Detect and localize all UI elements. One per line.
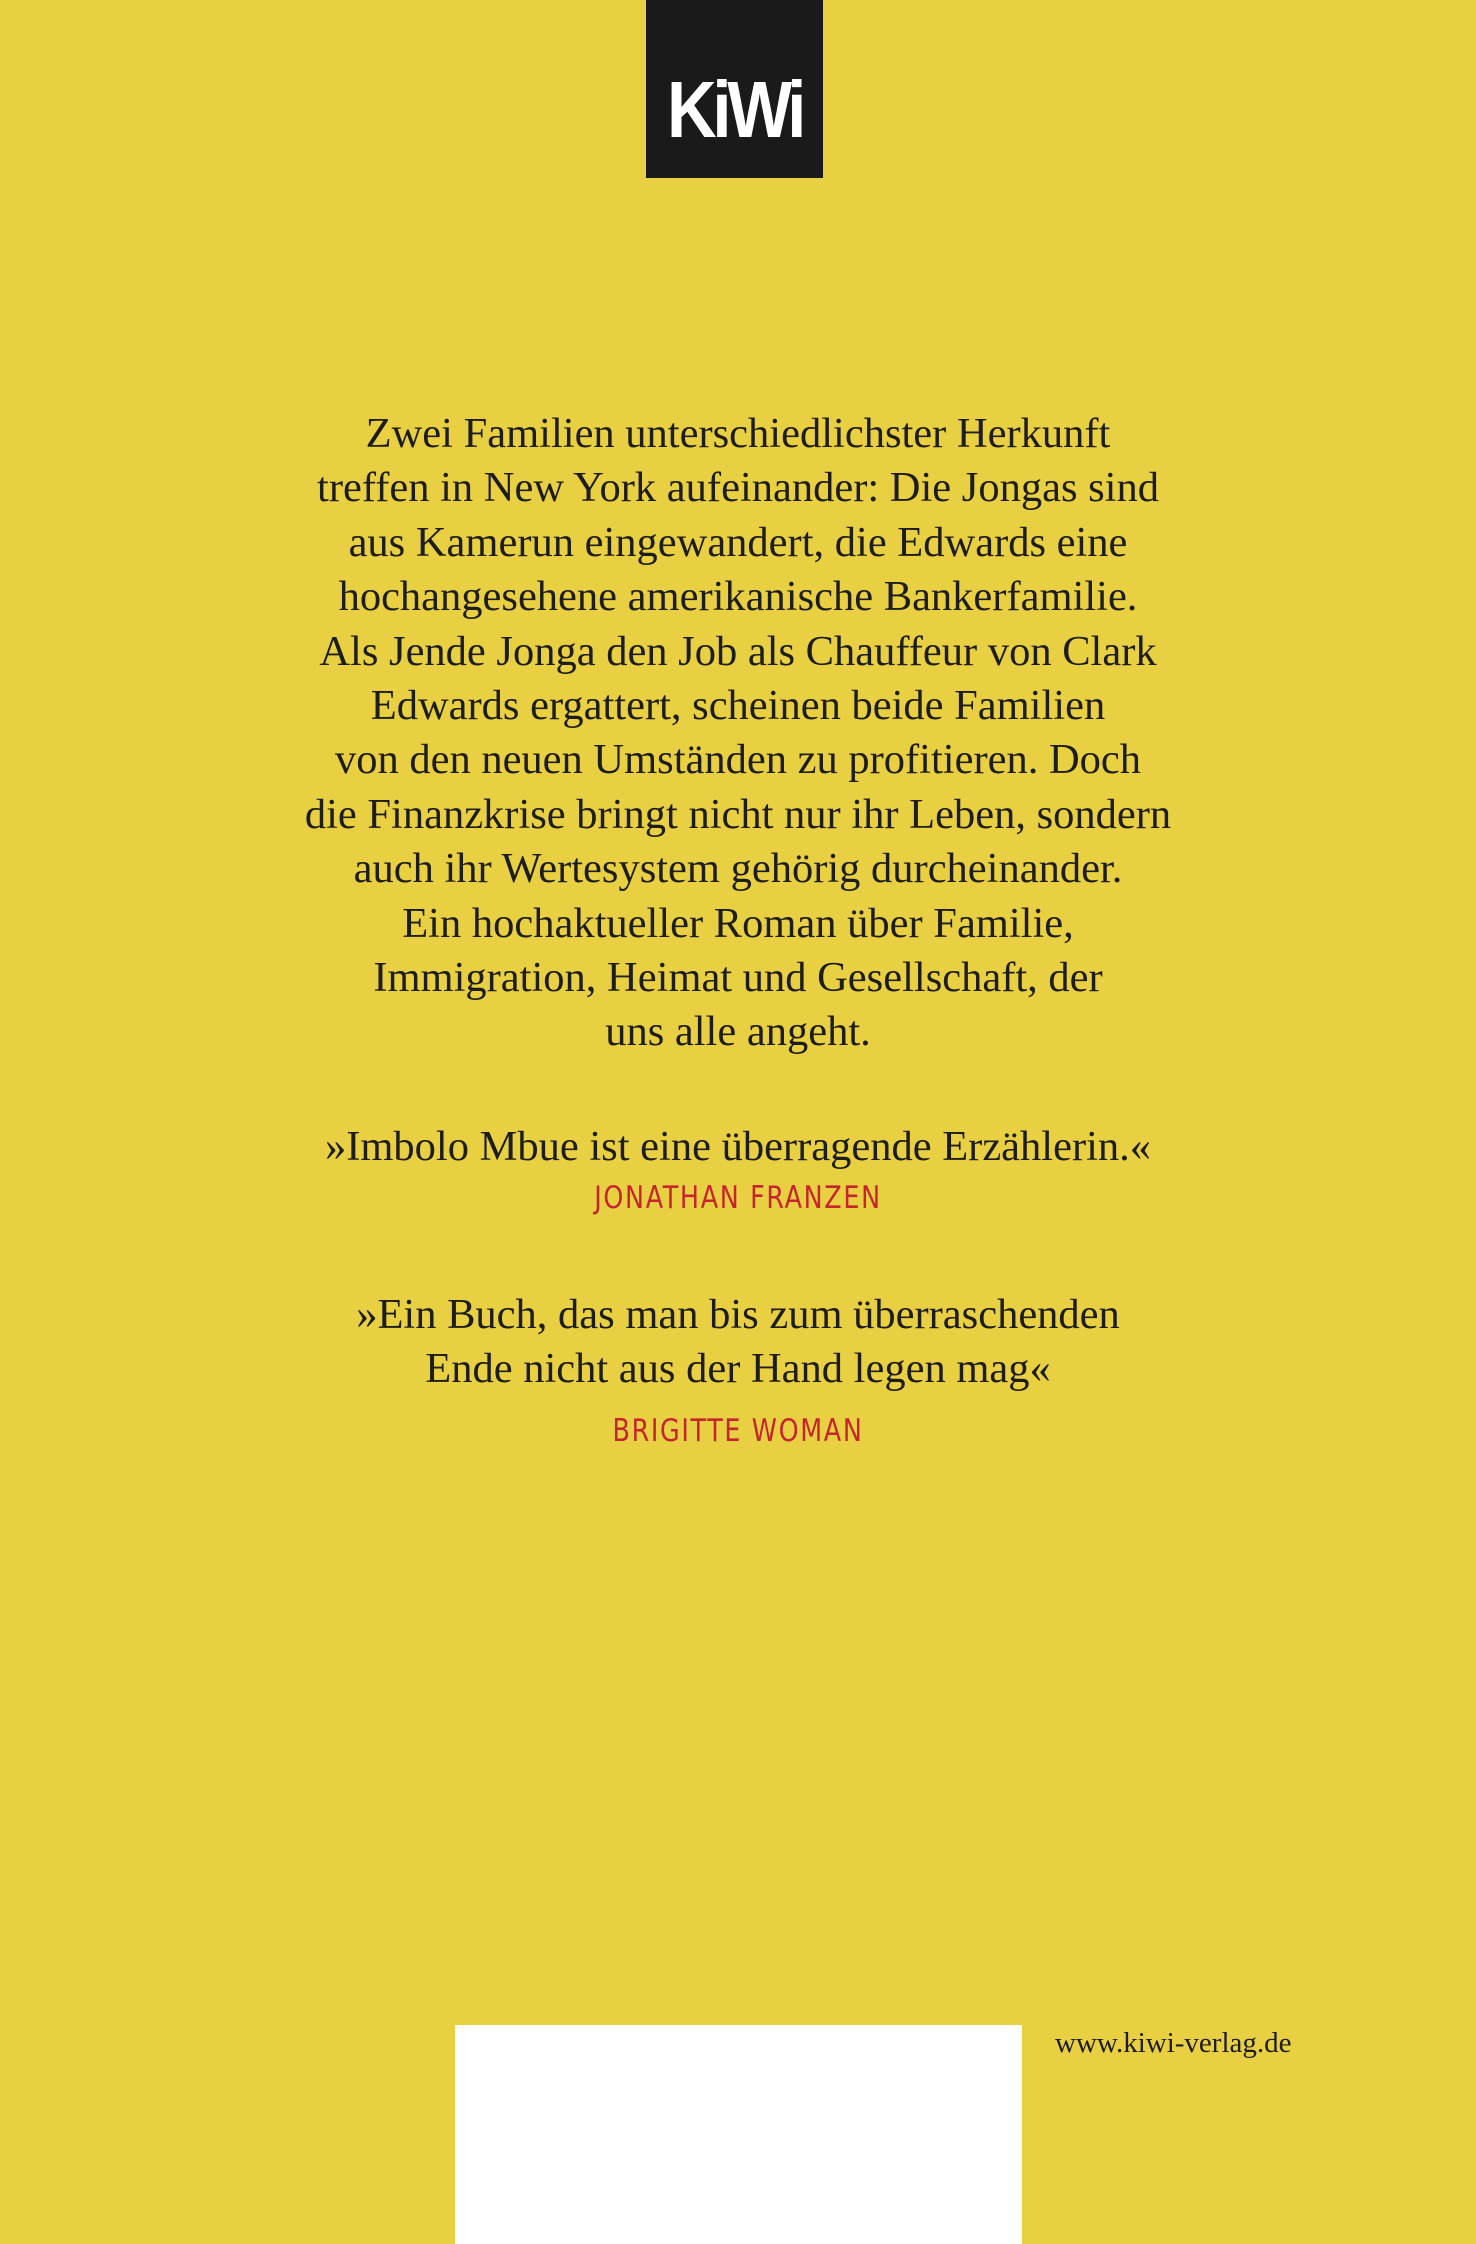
quote-line: »Ein Buch, das man bis zum überraschenden [356, 1291, 1120, 1338]
blurb-text [150, 407, 1326, 1060]
blurb-line: uns alle angeht. [605, 1008, 871, 1056]
blurb-line: treffen in New York aufeinander: Die Jongas sind [317, 464, 1159, 512]
quote-line: »Imbolo Mbue ist eine überragende Erzählerin.« [324, 1123, 1152, 1170]
blurb-line: Als Jende Jonga den Job als Chauffeur von Clark [319, 627, 1157, 675]
blurb-line: Immigration, Heimat und Gesellschaft, der [373, 954, 1103, 1002]
publisher-logo-text: KiWi [666, 65, 803, 154]
quote-line: Ende nicht aus der Hand legen mag« [425, 1345, 1051, 1393]
blurb-line: Ein hochaktueller Roman über Familie, [402, 899, 1074, 947]
barcode-area [455, 2025, 1022, 2244]
blurb-line: aus Kamerun eingewandert, die Edwards eine [348, 518, 1128, 566]
publisher-website: www.kiwi-verlag.de [1055, 2027, 1292, 2059]
blurb-line: die Finanzkrise bringt nicht nur ihr Leben, sondern [304, 790, 1172, 838]
publisher-logo [646, 0, 823, 178]
review-attribution-1: JONATHAN FRANZEN [594, 1180, 882, 1216]
blurb-line: Edwards ergattert, scheinen beide Familien [370, 682, 1106, 730]
blurb-line: von den neuen Umständen zu profitieren. Doch [334, 736, 1142, 784]
blurb-line: auch ihr Wertesystem gehörig durcheinander. [353, 845, 1123, 893]
review-quote-1 [150, 1120, 1326, 1174]
blurb-line: Zwei Familien unterschiedlichster Herkunft [365, 410, 1111, 457]
blurb-line: hochangesehene amerikanische Bankerfamilie. [338, 573, 1138, 621]
review-attribution-2: BRIGITTE WOMAN [612, 1413, 864, 1449]
review-quote-2 [150, 1288, 1326, 1397]
